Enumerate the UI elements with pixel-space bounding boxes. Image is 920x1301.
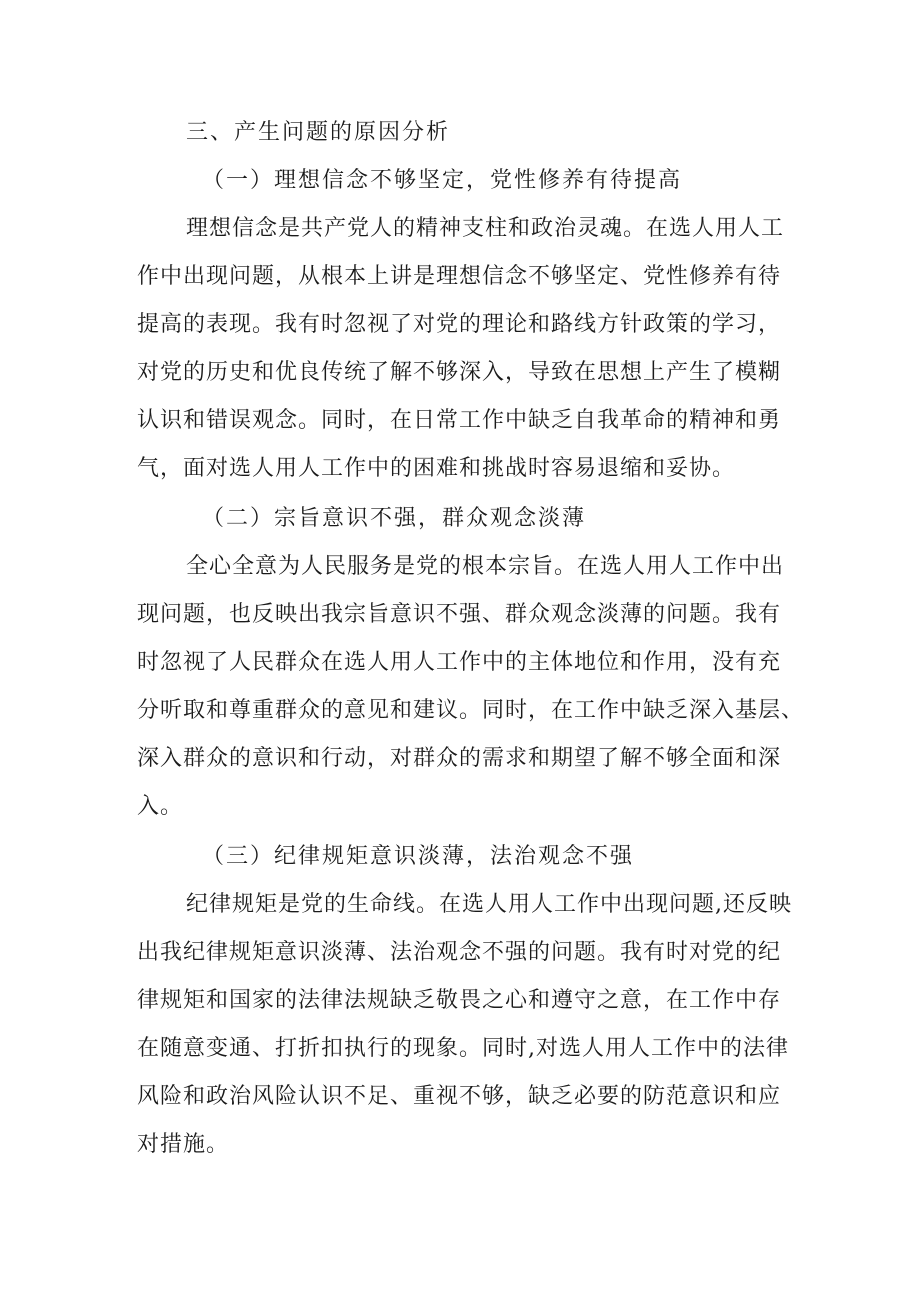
paragraph-line: 作中出现问题，从根本上讲是理想信念不够坚定、党性修养有待 (137, 264, 782, 289)
paragraph-line: 入。 (137, 794, 184, 819)
paragraph-line: 分听取和尊重群众的意见和建议。同时，在工作中缺乏深入基层、 (137, 698, 805, 723)
paragraph-line: 认识和错误观念。同时，在日常工作中缺乏自我革命的精神和勇 (137, 408, 782, 433)
paragraph-line: 对党的历史和优良传统了解不够深入，导致在思想上产生了模糊 (137, 360, 782, 385)
paragraph-line: 气，面对选人用人工作中的困难和挑战时容易退缩和妥协。 (137, 456, 736, 481)
section-1-heading: （一）理想信念不够坚定，党性修养有待提高 (202, 168, 683, 193)
paragraph-line: 风险和政治风险认识不足、重视不够，缺乏必要的防范意识和应 (137, 1084, 782, 1109)
paragraph-line: 对措施。 (137, 1132, 230, 1157)
paragraph-line: 现问题，也反映出我宗旨意识不强、群众观念淡薄的问题。我有 (137, 602, 782, 627)
paragraph-line: 纪律规矩是党的生命线。在选人用人工作中出现问题,还反映 (186, 892, 792, 917)
paragraph-line: 理想信念是共产党人的精神支柱和政治灵魂。在选人用人工 (186, 216, 785, 241)
paragraph-line: 在随意变通、打折扣执行的现象。同时,对选人用人工作中的法律 (137, 1036, 789, 1061)
paragraph-line: 律规矩和国家的法律法规缺乏敬畏之心和遵守之意，在工作中存 (137, 988, 782, 1013)
paragraph-line: 提高的表现。我有时忽视了对党的理论和路线方针政策的学习， (137, 312, 782, 337)
section-title: 三、产生问题的原因分析 (186, 120, 451, 145)
paragraph-line: 出我纪律规矩意识淡薄、法治观念不强的问题。我有时对党的纪 (137, 940, 782, 965)
paragraph-line: 时忽视了人民群众在选人用人工作中的主体地位和作用，没有充 (137, 650, 782, 675)
section-3-heading: （三）纪律规矩意识淡薄，法治观念不强 (202, 844, 635, 869)
paragraph-line: 全心全意为人民服务是党的根本宗旨。在选人用人工作中出 (186, 554, 785, 579)
section-2-heading: （二）宗旨意识不强，群众观念淡薄 (202, 506, 587, 531)
paragraph-line: 深入群众的意识和行动，对群众的需求和期望了解不够全面和深 (137, 746, 782, 771)
